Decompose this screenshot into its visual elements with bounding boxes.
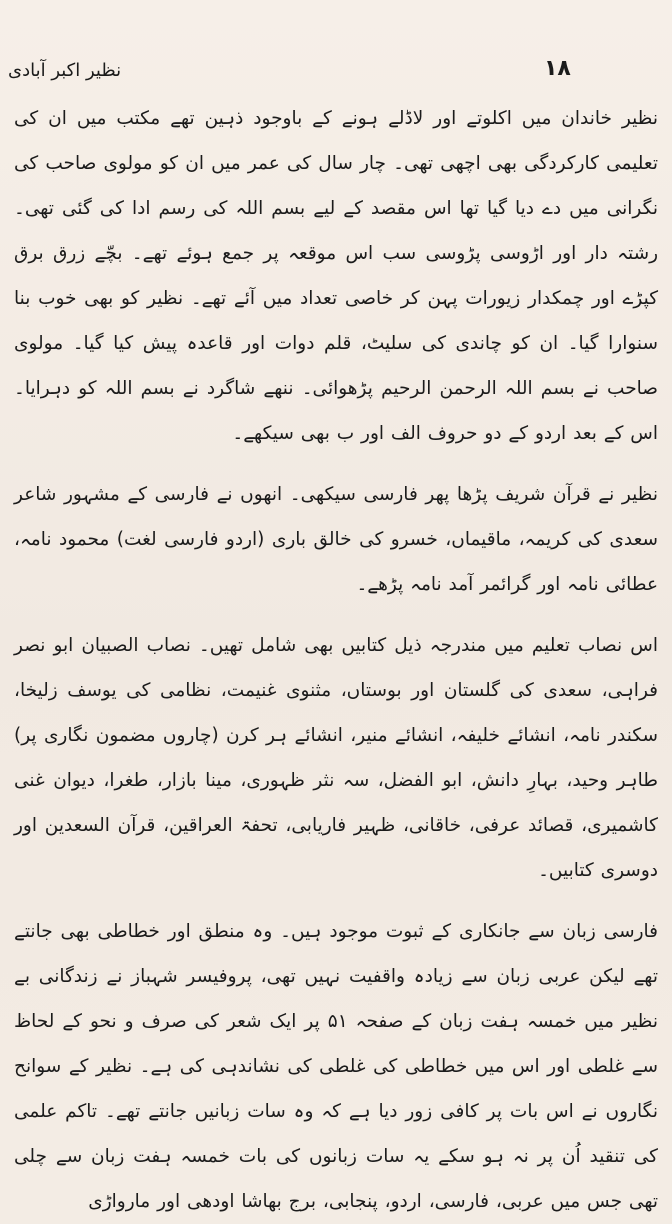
page-number: ۱۸ (544, 56, 571, 81)
paragraph-3: اس نصاب تعلیم میں مندرجہ ذیل کتابیں بھی شامل تھیں۔ نصاب الصبیان ابو نصر فراہی، سعدی کی گلستان اور بوستاں، مثنوی غنیمت، نظامی کی یوسف زلیخا، سکندر نامہ، انشائے خلیفہ، انشائے منیر، انشائے ہر کرن (چاروں مضمون نگاری پر) طاہر وحید، بہارِ دانش، ابو الفضل، سہ نثر ظہوری، مینا بازار، طغرا، دیوان غنی کاشمیری، قصائد عرفی، خاقانی، ظہیر فاریابی، تحفۃ العراقین، قرآن السعدین اور دوسری کتابیں۔ (14, 635, 658, 881)
paragraph-4: فارسی زبان سے جانکاری کے ثبوت موجود ہیں۔ وہ منطق اور خطاطی بھی جانتے تھے لیکن عربی زبان سے زیادہ واقفیت نہیں تھی، پروفیسر شہباز نے زندگانی بے نظیر میں خمسہ ہفت زبان کے صفحہ ۵۱ پر ایک شعر کی صرف و نحو کے لحاظ سے غلطی اور اس میں خطاطی کی غلطی کی نشاندہی کی ہے۔ نظیر کے سوانح نگاروں نے اس بات پر کافی زور دیا ہے کہ وہ سات زبانیں جانتے تھے۔ تاکم علمی کی تنقید اُن پر نہ ہو سکے یہ سات زبانوں کی بات خمسہ ہفت زبان سے چلی تھی جس میں عربی، فارسی، اردو، پنجابی، برج بھاشا اودھی اور مارواڑی (14, 921, 659, 1212)
paragraph-gap (14, 456, 658, 472)
paragraph-gap (14, 893, 658, 909)
paragraph-1: نظیر خاندان میں اکلوتے اور لاڈلے ہونے کے باوجود ذہین تھے مکتب میں ان کی تعلیمی کارکردگی بھی اچھی تھی۔ چار سال کی عمر میں ان کو مولوی صاحب کی نگرانی میں دے دیا گیا تھا اس مقصد کے لیے بسم اللہ کی رسم ادا کی گئی تھی۔ رشتہ دار اور اڑوسی پڑوسی سب اس موقعہ پر جمع ہوئے تھے۔ بچّے زرق برق کپڑے اور چمکدار زیورات پہن کر خاصی تعداد میں آئے تھے۔ نظیر کو بھی خوب بنا سنوارا گیا۔ ان کو چاندی کی سلیٹ، قلم دوات اور قاعدہ پیش کیا گیا۔ مولوی صاحب نے بسم اللہ الرحمن الرحیم پڑھوائی۔ ننھے شاگرد نے بسم اللہ کو دہرایا۔ اس کے بعد اردو کے دو حروف الف اور ب بھی سیکھے۔ (14, 108, 658, 444)
page-header (0, 56, 672, 96)
body-text (14, 96, 658, 1224)
paragraph-gap (14, 607, 658, 623)
paragraph-2: نظیر نے قرآن شریف پڑھا پھر فارسی سیکھی۔ انھوں نے فارسی کے مشہور شاعر سعدی کی کریمہ، ماقیماں، خسرو کی خالق باری (اردو فارسی لغت) محمود نامہ، عطائی نامہ اور گرائمر آمد نامہ پڑھے۔ (14, 484, 658, 595)
running-head: نظیر اکبر آبادی (8, 60, 122, 81)
